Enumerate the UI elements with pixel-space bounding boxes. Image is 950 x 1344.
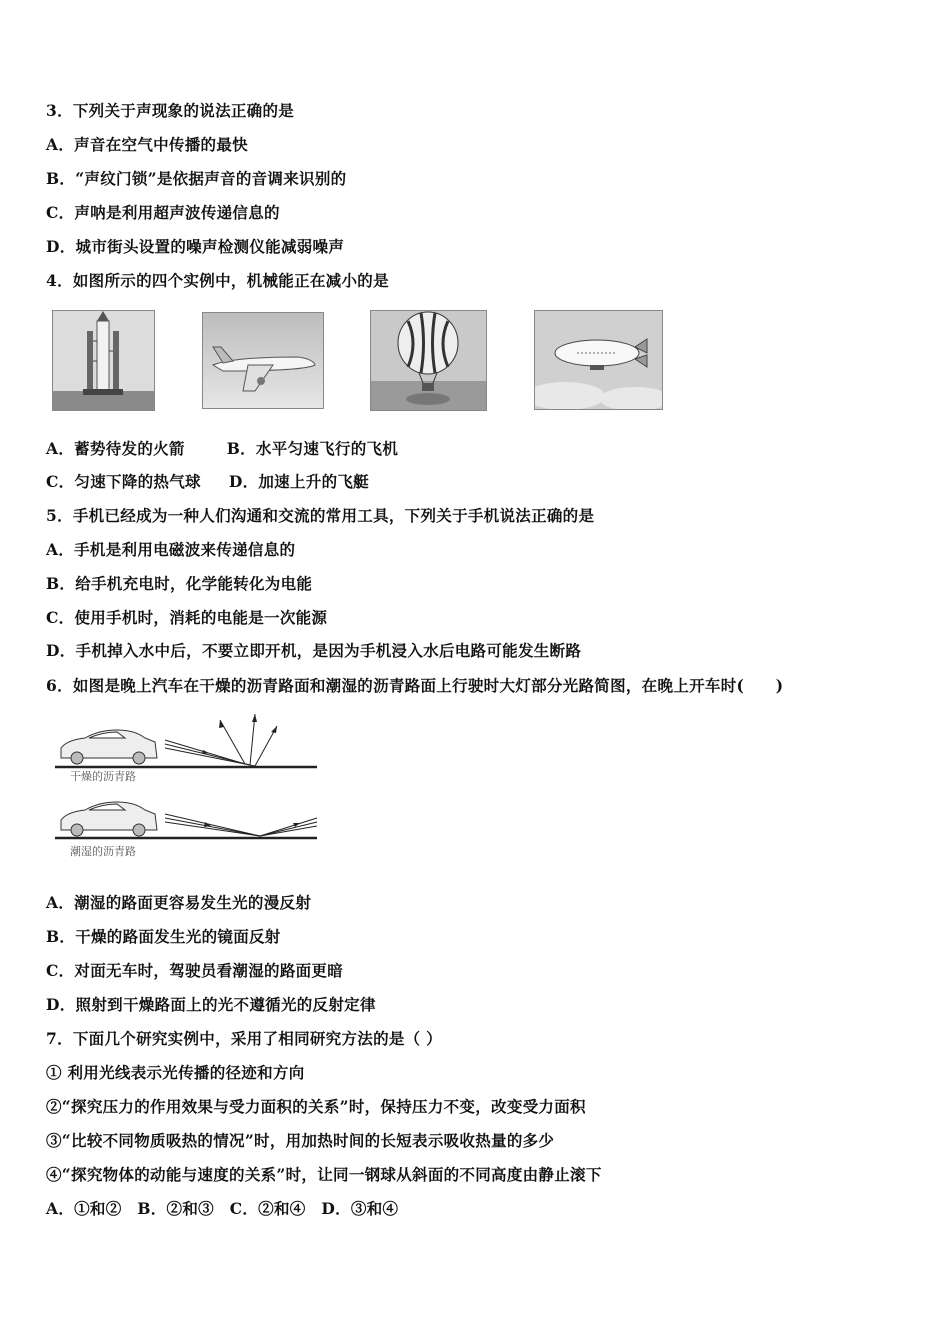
dry-road-label: 干燥的沥青路 bbox=[70, 770, 136, 783]
wet-road-diagram bbox=[55, 800, 320, 842]
dry-road-diagram bbox=[55, 710, 320, 772]
q6-option-b: B．干燥的路面发生光的镜面反射 bbox=[46, 927, 281, 946]
q5-stem: 5．手机已经成为一种人们沟通和交流的常用工具，下列关于手机说法正确的是 bbox=[46, 506, 595, 525]
q4-options-row2 bbox=[46, 471, 369, 493]
wet-road-label: 潮湿的沥青路 bbox=[70, 845, 136, 858]
q6-stem: 6．如图是晚上汽车在干燥的沥青路面和潮湿的沥青路面上行驶时大灯部分光路简图，在晚上开车时( ) bbox=[46, 676, 784, 695]
q7-item-1: ① 利用光线表示光传播的径迹和方向 bbox=[46, 1063, 305, 1082]
q4-option-d: D．加速上升的飞艇 bbox=[228, 472, 369, 491]
airplane-image bbox=[202, 312, 324, 409]
q7-item-4: ④“探究物体的动能与速度的关系”时，让同一钢球从斜面的不同高度由静止滚下 bbox=[46, 1165, 602, 1184]
airship-image bbox=[534, 310, 663, 410]
q7-item-2: ②“探究压力的作用效果与受力面积的关系”时，保持压力不变，改变受力面积 bbox=[46, 1097, 586, 1116]
q3-option-c: C．声呐是利用超声波传递信息的 bbox=[46, 203, 280, 222]
q5-option-b: B．给手机充电时，化学能转化为电能 bbox=[46, 574, 313, 593]
rocket-image bbox=[52, 310, 155, 411]
q4-option-a: A．蓄势待发的火箭 bbox=[46, 439, 185, 458]
q3-option-a: A．声音在空气中传播的最快 bbox=[46, 135, 248, 154]
q4-option-b: B．水平匀速飞行的飞机 bbox=[226, 439, 399, 458]
q6-option-c: C．对面无车时，驾驶员看潮湿的路面更暗 bbox=[46, 961, 344, 980]
q3-option-b: B．“声纹门锁”是依据声音的音调来识别的 bbox=[46, 169, 347, 188]
q7-item-3: ③“比较不同物质吸热的情况”时，用加热时间的长短表示吸收热量的多少 bbox=[46, 1131, 555, 1150]
q7-options: A．①和② B．②和③ C．②和④ D．③和④ bbox=[46, 1199, 399, 1218]
q5-option-c: C．使用手机时，消耗的电能是一次能源 bbox=[46, 608, 328, 627]
q5-option-a: A．手机是利用电磁波来传递信息的 bbox=[46, 540, 296, 559]
q4-option-c: C．匀速下降的热气球 bbox=[46, 472, 201, 491]
hot-air-balloon-image bbox=[370, 310, 487, 411]
q6-option-d: D．照射到干燥路面上的光不遵循光的反射定律 bbox=[46, 995, 376, 1014]
q5-option-d: D．手机掉入水中后，不要立即开机，是因为手机浸入水后电路可能发生断路 bbox=[46, 641, 582, 660]
q3-stem: 3．下列关于声现象的说法正确的是 bbox=[46, 101, 295, 120]
q7-stem: 7．下面几个研究实例中，采用了相同研究方法的是（ ） bbox=[46, 1029, 442, 1048]
q3-option-d: D．城市街头设置的噪声检测仪能减弱噪声 bbox=[46, 237, 345, 256]
q4-stem: 4．如图所示的四个实例中，机械能正在减小的是 bbox=[46, 271, 389, 290]
q4-options-row1 bbox=[46, 438, 398, 460]
q6-option-a: A．潮湿的路面更容易发生光的漫反射 bbox=[46, 893, 312, 912]
